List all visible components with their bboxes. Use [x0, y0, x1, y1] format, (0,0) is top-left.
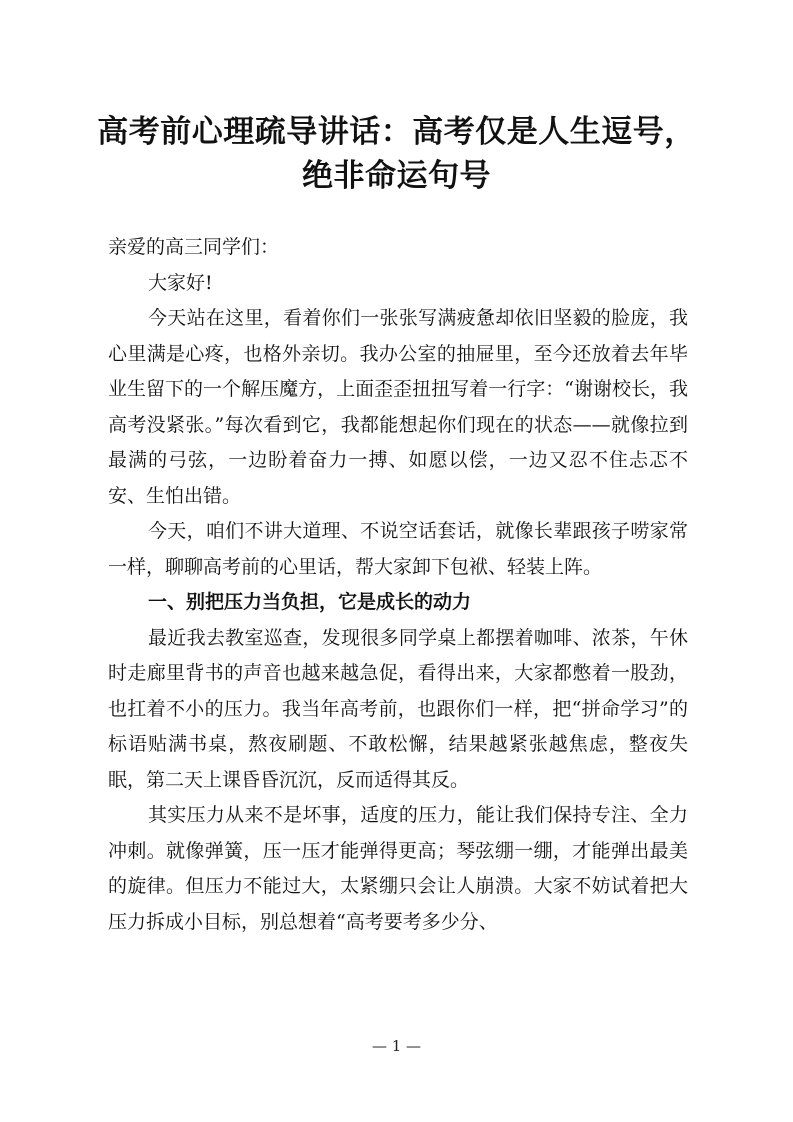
title-line-1: 高考前心理疏导讲话：高考仅是人生逗号，: [97, 114, 696, 150]
body-paragraph: 今天，咱们不讲大道理、不说空话套话，就像长辈跟孩子唠家常一样，聊聊高考前的心里话，帮大家卸下包袱、轻装上阵。: [108, 520, 688, 578]
document-title: [60, 110, 733, 198]
page-number: — 1 —: [371, 1037, 422, 1055]
document-body: [108, 230, 688, 940]
section-heading: 一、别把压力当负担，它是成长的动力: [148, 591, 472, 613]
body-paragraph: 今天站在这里，看着你们一张张写满疲惫却依旧坚毅的脸庞，我心里满是心疼，也格外亲切。我办公室的抽屉里，至今还放着去年毕业生留下的一个解压魔方，上面歪歪扭扭写着一行字：“谢谢校长，我高考没紧张。”每次看到它，我都能想起你们现在的状态——就像拉到最满的弓弦，一边盼着奋力一搏、如愿以偿，一边又忍不住忐忑不安、生怕出错。: [108, 307, 688, 507]
body-paragraph: 最近我去教室巡查，发现很多同学桌上都摆着咖啡、浓茶，午休时走廊里背书的声音也越来越急促，看得出来，大家都憋着一股劲，也扛着不小的压力。我当年高考前，也跟你们一样，把“拼命学习”的标语贴满书桌，熬夜刷题、不敢松懈，结果越紧张越焦虑，整夜失眠，第二天上课昏昏沉沉，反而适得其反。: [108, 626, 688, 791]
body-paragraph: 其实压力从来不是坏事，适度的压力，能让我们保持专注、全力冲刺。就像弹簧，压一压才能弹得更高；琴弦绷一绷，才能弹出最美的旋律。但压力不能过大，太紧绷只会让人崩溃。大家不妨试着把大压力拆成小目标，别总想着“高考要考多少分、: [108, 804, 688, 933]
salutation: 亲爱的高三同学们：: [108, 236, 280, 258]
greeting: 大家好!: [148, 271, 213, 294]
title-line-2: 绝非命运句号: [302, 158, 491, 194]
